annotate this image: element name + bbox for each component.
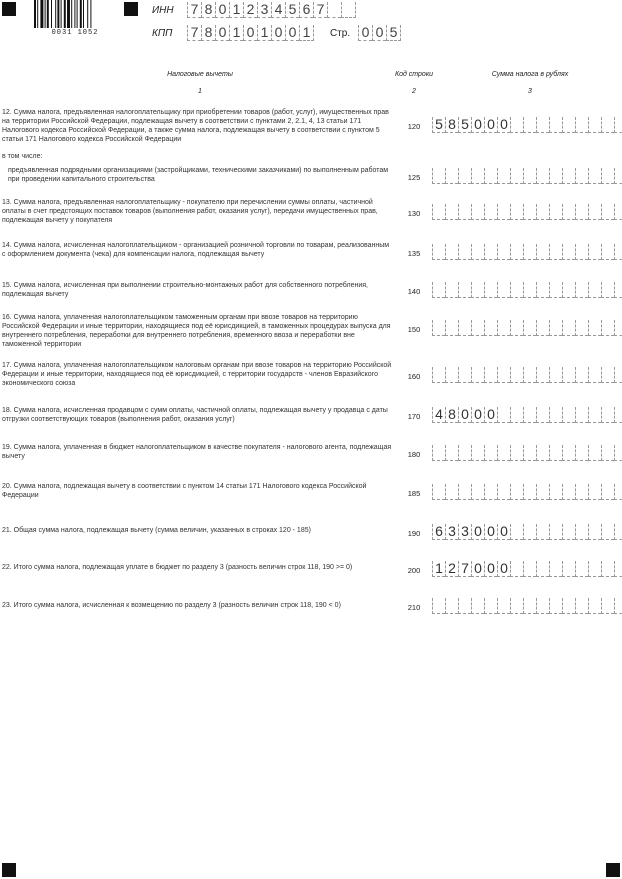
amount-digit [432,282,445,298]
amount-digit [497,484,510,500]
amount-digit [445,320,458,336]
amount-digit [588,561,601,577]
amount-digit [562,598,575,614]
amount-digit [601,484,614,500]
amount-field[interactable] [432,320,622,336]
row-code: 200 [407,566,421,575]
amount-digit [510,320,523,336]
amount-field[interactable] [432,117,622,133]
amount-digit [484,598,497,614]
amount-digit [432,367,445,383]
amount-field[interactable] [432,367,622,383]
corner-marker-bottom-left [2,863,16,877]
amount-digit [614,598,622,614]
amount-digit [510,244,523,260]
amount-digit [614,561,622,577]
amount-digit: 5 [432,117,445,133]
amount-digit [510,484,523,500]
amount-digit [562,407,575,423]
page-label: Стр. [330,28,351,39]
amount-digit [458,204,471,220]
amount-digit [536,561,549,577]
page-digit: 5 [386,25,401,41]
amount-digit: 0 [484,117,497,133]
kpp-digit: 7 [187,25,201,41]
amount-digit [536,484,549,500]
amount-digit: 0 [471,407,484,423]
kpp-digit: 1 [299,25,314,41]
amount-digit [601,367,614,383]
amount-digit [523,598,536,614]
amount-digit [536,244,549,260]
amount-digit [588,168,601,184]
amount-digit [549,407,562,423]
amount-digit [575,484,588,500]
amount-digit [536,117,549,133]
row-code: 160 [407,372,421,381]
col3-number: 3 [528,88,532,95]
amount-digit: 0 [497,117,510,133]
amount-digit: 0 [497,524,510,540]
amount-digit [445,282,458,298]
amount-digit [562,117,575,133]
amount-field[interactable] [432,484,622,500]
amount-digit [562,367,575,383]
amount-digit [510,168,523,184]
amount-digit [484,445,497,461]
amount-digit [484,282,497,298]
row-description: 20. Сумма налога, подлежащая вычету в соответствии с пунктом 14 статьи 171 Налогового кодекса Российской Федерации [2,483,367,499]
amount-digit [601,282,614,298]
kpp-digit: 0 [271,25,285,41]
amount-digit [614,524,622,540]
amount-digit: 0 [471,524,484,540]
amount-digit [588,204,601,220]
amount-digit [601,407,614,423]
amount-digit [523,524,536,540]
amount-digit [575,445,588,461]
amount-digit: 5 [458,117,471,133]
amount-digit [432,168,445,184]
amount-field[interactable] [432,204,622,220]
amount-digit [458,445,471,461]
amount-digit [549,282,562,298]
col1-number: 1 [198,88,202,95]
amount-field[interactable] [432,598,622,614]
inn-label: ИНН [152,5,174,16]
col2-title: Код строки [394,71,434,78]
amount-digit [445,598,458,614]
kpp-digit: 8 [201,25,215,41]
amount-digit [484,484,497,500]
amount-digit [562,168,575,184]
amount-digit [562,445,575,461]
inn-digit: 1 [229,2,243,18]
amount-digit [458,367,471,383]
row-description: 14. Сумма налога, исчисленная налогоплательщиком - организацией розничной торговли по товарам, реализованным с оформлением документа (чека) для компенсации налога, подлежащая вычету [2,242,390,258]
kpp-label: КПП [152,28,173,39]
amount-digit [614,407,622,423]
amount-digit [510,117,523,133]
amount-digit [484,244,497,260]
amount-digit [575,282,588,298]
amount-digit [471,244,484,260]
col1-title: Налоговые вычеты [167,71,233,78]
kpp-field[interactable] [187,25,314,41]
amount-digit [614,445,622,461]
row-description: 18. Сумма налога, исчисленная продавцом с сумм оплаты, частичной оплаты, подлежащая вычету у продавца с даты отгрузки соответствующих товаров (выполнения работ, оказания услуг) [2,407,388,423]
row-code: 140 [407,287,421,296]
amount-digit [497,367,510,383]
barcode-icon [34,0,116,28]
kpp-digit: 1 [229,25,243,41]
amount-digit [510,282,523,298]
amount-digit: 0 [484,524,497,540]
amount-digit [445,204,458,220]
amount-digit [471,168,484,184]
amount-digit [588,484,601,500]
amount-digit: 8 [445,407,458,423]
row-code: 130 [407,209,421,218]
amount-digit [575,244,588,260]
corner-marker-top-right [124,2,138,16]
inn-digit: 4 [271,2,285,18]
amount-digit [484,320,497,336]
amount-digit [432,320,445,336]
amount-digit [458,282,471,298]
amount-digit [614,484,622,500]
amount-digit [523,561,536,577]
amount-digit [601,561,614,577]
amount-digit [588,524,601,540]
amount-digit [471,320,484,336]
amount-digit [510,367,523,383]
kpp-digit: 0 [243,25,257,41]
amount-digit [432,598,445,614]
amount-digit [484,367,497,383]
row-code: 125 [407,173,421,182]
amount-digit [588,320,601,336]
amount-digit [575,320,588,336]
amount-digit [471,484,484,500]
amount-digit [523,168,536,184]
amount-digit: 0 [484,407,497,423]
page-digit: 0 [372,25,386,41]
amount-field[interactable] [432,524,622,540]
amount-digit [575,117,588,133]
amount-digit: 6 [432,524,445,540]
amount-digit [523,484,536,500]
row-code: 150 [407,325,421,334]
kpp-digit: 0 [215,25,229,41]
amount-digit [614,204,622,220]
amount-digit [549,561,562,577]
amount-digit [601,204,614,220]
kpp-digit: 1 [257,25,271,41]
amount-digit [497,168,510,184]
amount-digit: 7 [458,561,471,577]
amount-digit [562,524,575,540]
amount-digit [588,244,601,260]
amount-digit [484,168,497,184]
amount-digit [536,204,549,220]
kpp-digit: 0 [285,25,299,41]
row-description: 12. Сумма налога, предъявленная налогоплательщику при приобретении товаров (работ, услуг), имущественных прав на территории Российской Федерации, подлежащая вычету в соответствии с пунктами 2, 2.1, 4, 13 статьи 171 Налогового кодекса Российской Федерации, а также сумма налога, подлежащая вычету в соответствии с пунктом 5 статьи 171 Налогового кодекса Российской Федерации [2,109,389,143]
col2-number: 2 [412,88,416,95]
row-code: 180 [407,450,421,459]
amount-digit [432,484,445,500]
amount-digit [497,445,510,461]
amount-digit [601,168,614,184]
amount-digit [445,244,458,260]
amount-digit [601,524,614,540]
amount-digit [523,320,536,336]
amount-digit [445,367,458,383]
amount-digit: 1 [432,561,445,577]
amount-digit [510,445,523,461]
amount-field[interactable] [432,168,622,184]
amount-digit [445,168,458,184]
amount-digit [614,320,622,336]
barcode-number: 0031 1052 [51,29,99,37]
amount-digit [445,484,458,500]
amount-digit [471,445,484,461]
amount-digit [432,445,445,461]
amount-digit [562,484,575,500]
inn-digit: 6 [299,2,313,18]
row-code: 210 [407,603,421,612]
amount-digit [588,598,601,614]
amount-digit [601,445,614,461]
amount-digit [445,445,458,461]
inn-digit: 0 [215,2,229,18]
amount-digit [523,244,536,260]
amount-digit [523,204,536,220]
amount-digit [458,244,471,260]
row-description: 23. Итого сумма налога, исчисленная к возмещению по разделу 3 (разность величин строк 118, 190 < 0) [2,602,341,609]
amount-digit: 2 [445,561,458,577]
amount-digit [497,244,510,260]
row-code: 120 [407,122,421,131]
amount-digit [497,407,510,423]
amount-digit [575,561,588,577]
amount-digit [471,367,484,383]
amount-digit [614,244,622,260]
row-description: 13. Сумма налога, предъявленная налогоплательщику - покупателю при перечислении суммы оплаты, частичной оплаты в счет предстоящих поставок товаров (выполнения работ, оказания услуг), передачи имущественных прав, подлежащая вычету у покупателя [2,199,378,224]
amount-digit [588,282,601,298]
amount-digit [536,320,549,336]
amount-digit [575,204,588,220]
amount-digit [549,244,562,260]
amount-digit: 0 [471,117,484,133]
amount-digit [497,598,510,614]
amount-digit [523,445,536,461]
amount-field[interactable] [432,407,622,423]
amount-digit [471,598,484,614]
col3-title: Сумма налога в рублях [491,71,569,78]
amount-field[interactable] [432,244,622,260]
amount-digit [536,168,549,184]
amount-field[interactable] [432,445,622,461]
amount-digit [562,561,575,577]
row-description: 22. Итого сумма налога, подлежащая уплате в бюджет по разделу 3 (разность величин строк 118, 190 >= 0) [2,564,353,571]
amount-digit [601,598,614,614]
amount-digit [510,561,523,577]
amount-digit [523,407,536,423]
amount-digit [575,168,588,184]
amount-digit [497,204,510,220]
inn-digit: 7 [313,2,327,18]
amount-digit [601,244,614,260]
amount-field[interactable] [432,282,622,298]
amount-digit [575,524,588,540]
amount-digit: 4 [432,407,445,423]
amount-digit [614,367,622,383]
amount-digit [523,282,536,298]
row-code: 135 [407,249,421,258]
amount-digit [575,367,588,383]
amount-digit [510,204,523,220]
amount-digit: 0 [497,561,510,577]
amount-digit [536,282,549,298]
row-description: предъявленная подрядными организациями (застройщиками, техническими заказчиками) по выполненным работам при проведении капитального строительства [8,167,389,183]
inn-digit: 8 [201,2,215,18]
amount-digit [458,168,471,184]
amount-digit [575,407,588,423]
row-description: 21. Общая сумма налога, подлежащая вычету (сумма величин, указанных в строках 120 - 185) [2,527,311,534]
inn-digit: 2 [243,2,257,18]
corner-marker-top-left [2,2,16,16]
amount-digit [432,244,445,260]
amount-digit [549,320,562,336]
amount-digit [549,524,562,540]
amount-digit [601,320,614,336]
inn-digit [341,2,356,18]
row-description: 15. Сумма налога, исчисленная при выполнении строительно-монтажных работ для собственного потребления, подлежащая вычету [2,282,368,298]
amount-digit [549,117,562,133]
amount-digit [549,598,562,614]
row-code: 185 [407,489,421,498]
amount-digit [549,484,562,500]
amount-digit [523,117,536,133]
amount-digit [510,598,523,614]
amount-digit [549,168,562,184]
amount-digit [549,204,562,220]
amount-digit [432,204,445,220]
amount-digit [549,445,562,461]
corner-marker-bottom-right [606,863,620,877]
amount-digit [562,244,575,260]
amount-digit [497,282,510,298]
amount-digit: 0 [471,561,484,577]
amount-digit [458,484,471,500]
amount-digit [458,598,471,614]
amount-digit [471,204,484,220]
amount-digit [497,320,510,336]
amount-digit [510,524,523,540]
amount-digit: 8 [445,117,458,133]
amount-digit [614,117,622,133]
amount-digit [458,320,471,336]
amount-digit [614,168,622,184]
page-digit: 0 [358,25,372,41]
inn-digit: 5 [285,2,299,18]
amount-digit: 3 [458,524,471,540]
amount-digit [536,598,549,614]
page-number-field[interactable] [358,25,401,41]
amount-digit [562,320,575,336]
inn-field[interactable] [187,2,356,18]
amount-digit [562,204,575,220]
amount-digit [588,407,601,423]
amount-digit: 0 [484,561,497,577]
amount-digit [536,445,549,461]
row-description: 16. Сумма налога, уплаченная налогоплательщиком таможенным органам при ввозе товаров на территорию Российской Федерации и иные территории, находящиеся под её юрисдикцией, в таможенных процедурах выпуска для внутреннего потребления, переработки для внутреннего потребления, временного ввоза и переработки вне таможенной территории [2,314,391,348]
amount-digit [549,367,562,383]
amount-digit [536,407,549,423]
inn-digit: 7 [187,2,201,18]
row-description: 19. Сумма налога, уплаченная в бюджет налогоплательщиком в качестве покупателя - налогового агента, подлежащая вычету [2,444,392,460]
amount-digit: 0 [458,407,471,423]
inn-digit: 3 [257,2,271,18]
amount-field[interactable] [432,561,622,577]
amount-digit [614,282,622,298]
amount-digit [536,524,549,540]
amount-digit [523,367,536,383]
amount-digit [484,204,497,220]
amount-digit [588,445,601,461]
row-description: в том числе: [2,153,43,160]
amount-digit [588,367,601,383]
row-code: 170 [407,412,421,421]
amount-digit [575,598,588,614]
inn-digit [327,2,341,18]
amount-digit [510,407,523,423]
row-description: 17. Сумма налога, уплаченная налогоплательщиком налоговым органам при ввозе товаров на территорию Российской Федерации и иные территории, находящиеся под её юрисдикцией, с территории государств - членов Евразийского экономического союза [2,362,392,387]
amount-digit [536,367,549,383]
amount-digit [562,282,575,298]
amount-digit [471,282,484,298]
amount-digit [601,117,614,133]
amount-digit [588,117,601,133]
amount-digit: 3 [445,524,458,540]
row-code: 190 [407,529,421,538]
